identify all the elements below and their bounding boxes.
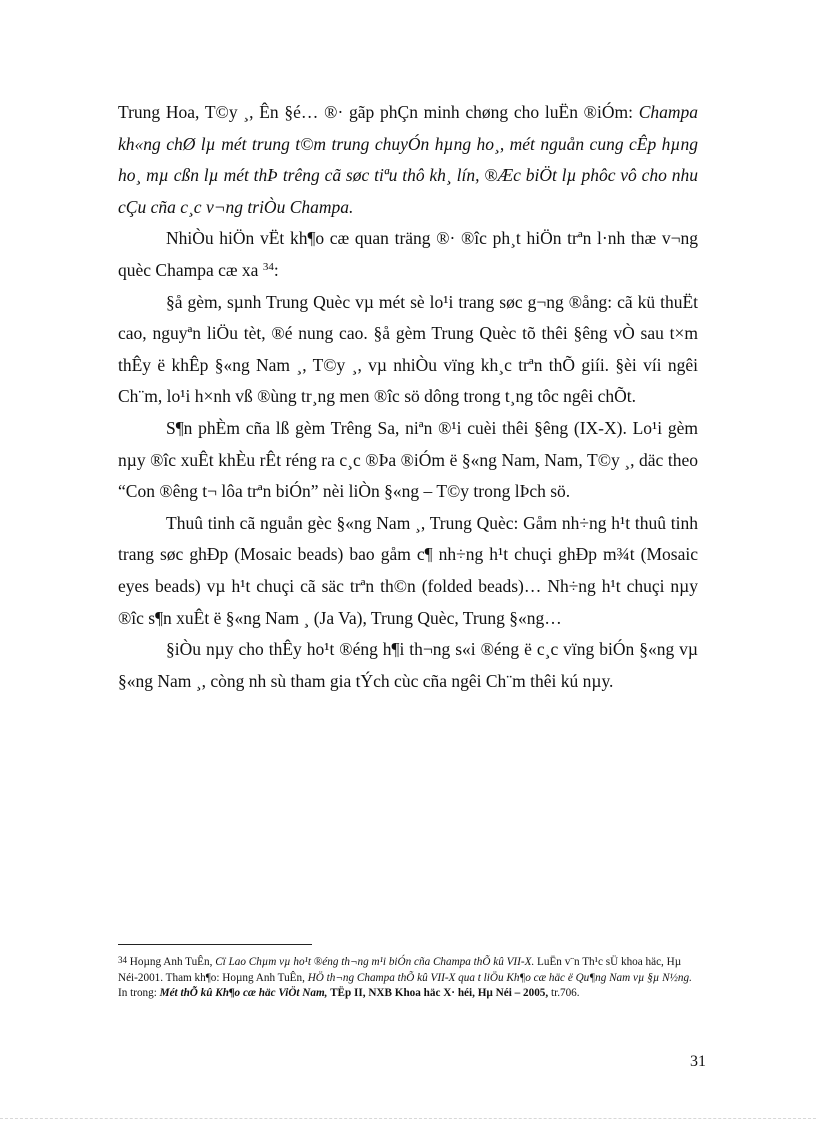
footnote-book-title: Mét thÕ kû Kh¶o cæ häc ViÖt Nam, <box>159 987 328 999</box>
footnote-thesis-info: LuËn v¨n Th¹c sÜ khoa häc, Hµ Néi-2001. Tham kh¶o: Hoµng Anh TuÊn, <box>118 956 682 984</box>
paragraph-6: §iÒu nµy cho thÊy ho¹t ®éng h¶i th¬ng s«i ®éng ë c¸c vïng biÓn §«ng vµ §«ng Nam ¸, còng nh sù tham gia tÝch cùc cña ngêi Ch¨m thêi kú nµy. <box>118 639 698 691</box>
paragraph-1 <box>118 97 698 223</box>
paragraph-5: Thuû tinh cã nguån gèc §«ng Nam ¸, Trung Quèc: Gåm nh÷ng h¹t thuû tinh trang søc ghÐp (Mosaic beads) bao gåm c¶ nh÷ng h¹t chuçi ghÐp m¾t (Mosaic eyes beads) vµ h¹t chuçi cã säc trªn th©n (folded beads)… Nh÷ng h¹t chuçi nµy ®îc s¶n xuÊt ë §«ng Nam ¸ (Ja Va), Trung Quèc, Trung §«ng… <box>118 512 698 628</box>
footnote-author: Hoµng Anh TuÊn, <box>127 956 216 968</box>
paragraph-2-text: NhiÒu hiÖn vËt kh¶o cæ quan träng ®· ®îc ph¸t hiÖn trªn l·nh thæ v¬ng quèc Champa cæ xa <box>118 228 698 280</box>
footnote-pages: tr.706. <box>548 987 580 999</box>
footnote-reference[interactable]: 34 <box>262 260 274 273</box>
paragraph-1-italic-quote: Champa kh«ng chØ lµ mét trung t©m trung chuyÓn hµng ho¸, mét nguån cung cÊp hµng ho¸ mµ cßn lµ mét thÞ trêng cã søc tiªu thô kh¸ lín, ®Æc biÖt lµ phôc vô cho nhu cÇu cña c¸c v¬ng triÒu Champa. <box>118 102 698 217</box>
paragraph-1-text: Trung Hoa, T©y ¸, Ên §é… ®· gãp phÇn minh chøng cho luËn ®iÓm: <box>118 102 639 122</box>
paragraph-2 <box>118 223 698 286</box>
footnote-publisher: TËp II, NXB Khoa häc X· héi, Hµ Néi – 2005, <box>327 987 549 999</box>
paragraph-3: §å gèm, sµnh Trung Quèc vµ mét sè lo¹i trang søc g¬ng ®ång: cã kü thuËt cao, nguyªn liÖu tèt, ®é nung cao. §å gèm Trung Quèc tõ thêi §êng vÒ sau t×m thÊy ë khÊp §«ng Nam ¸, T©y ¸, vµ nhiÒu vïng kh¸c trªn thÕ giíi. §èi víi ngêi Ch¨m, lo¹i h×nh vß ®ùng tr¸ng men ®îc sö dông trong t¸ng tôc ngêi chÕt. <box>118 291 698 407</box>
footnote-separator <box>118 944 312 945</box>
footnote-title-1: Cï Lao Chµm vµ ho¹t ®éng th¬ng m¹i biÓn cña Champa thÕ kû VII-X. <box>215 956 535 968</box>
paragraph-2-end: : <box>273 259 279 280</box>
footnote-in-prefix: In trong: <box>118 987 160 999</box>
page-bottom-border <box>0 1118 816 1119</box>
paragraph-4: S¶n phÈm cña lß gèm Trêng Sa, niªn ®¹i cuèi thêi §êng (IX-X). Lo¹i gèm nµy ®îc xuÊt khÈu rÊt réng ra c¸c ®Þa ®iÓm ë §«ng Nam, Nam, T©y ¸, däc theo “Con ®êng t¬ lôa trªn biÓn” nèi liÒn §«ng – T©y trong lÞch sö. <box>118 417 698 502</box>
page-number: 31 <box>690 1053 706 1070</box>
footnote-title-2: HÖ th¬ng Champa thÕ kû VII-X qua t liÖu Kh¶o cæ häc ë Qu¶ng Nam vµ §µ N½ng. <box>307 971 692 984</box>
footnote <box>118 953 698 1002</box>
footnote-number: 34 <box>118 955 127 965</box>
body-text <box>118 97 698 697</box>
